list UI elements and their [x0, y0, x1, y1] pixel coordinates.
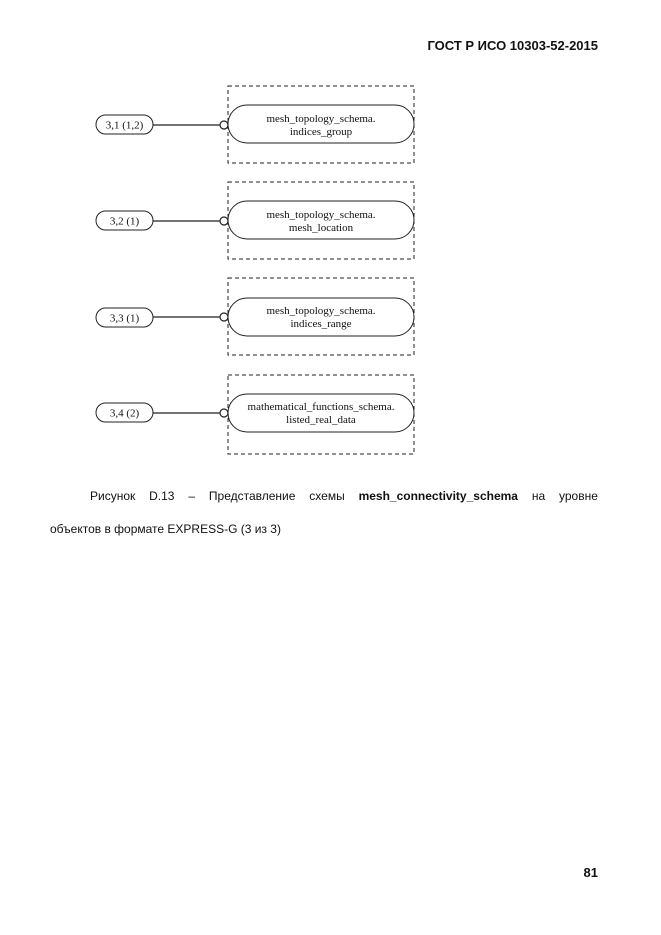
relation-end-circle-1 — [220, 121, 228, 129]
diagram-row-4 — [96, 375, 414, 454]
caption-word: схемы — [309, 489, 345, 503]
diagram-row-2 — [96, 182, 414, 259]
caption-word: Представление — [208, 489, 296, 503]
ref-label-4: 3,4 (2) — [109, 407, 140, 420]
document-header: ГОСТ Р ИСО 10303-52-2015 — [427, 38, 598, 53]
relation-end-circle-4 — [220, 409, 228, 417]
entity-label-2a: mesh_topology_schema. — [266, 209, 376, 221]
page-number: 81 — [583, 865, 598, 880]
entity-label-4a: mathematical_functions_schema. — [247, 401, 395, 413]
entity-label-3a: mesh_topology_schema. — [266, 305, 376, 317]
caption-word: уровне — [559, 489, 598, 503]
entity-label-1a: mesh_topology_schema. — [266, 113, 376, 125]
entity-label-4b: listed_real_data — [286, 414, 356, 426]
entity-box-4 — [228, 394, 414, 432]
caption-schema-name: mesh_connectivity_schema — [358, 489, 518, 503]
caption-line-2: объектов в формате EXPRESS-G (3 из 3) — [50, 522, 281, 536]
entity-box-3 — [228, 298, 414, 336]
diagram-row-3 — [96, 278, 414, 355]
figure-caption — [50, 480, 598, 546]
ref-label-2: 3,2 (1) — [109, 215, 140, 228]
ref-label-1: 3,1 (1,2) — [105, 119, 144, 132]
diagram-row-1 — [96, 86, 414, 163]
entity-label-3b: indices_range — [290, 318, 352, 330]
caption-word: на — [531, 489, 546, 503]
entity-label-1b: indices_group — [289, 126, 353, 138]
ref-label-3: 3,3 (1) — [109, 312, 140, 325]
caption-word: Рисунок — [90, 489, 136, 503]
relation-end-circle-3 — [220, 313, 228, 321]
caption-line-1 — [50, 480, 598, 513]
caption-word: D.13 — [149, 489, 175, 503]
relation-end-circle-2 — [220, 217, 228, 225]
entity-label-2b: mesh_location — [288, 222, 354, 234]
caption-word: – — [188, 489, 196, 503]
